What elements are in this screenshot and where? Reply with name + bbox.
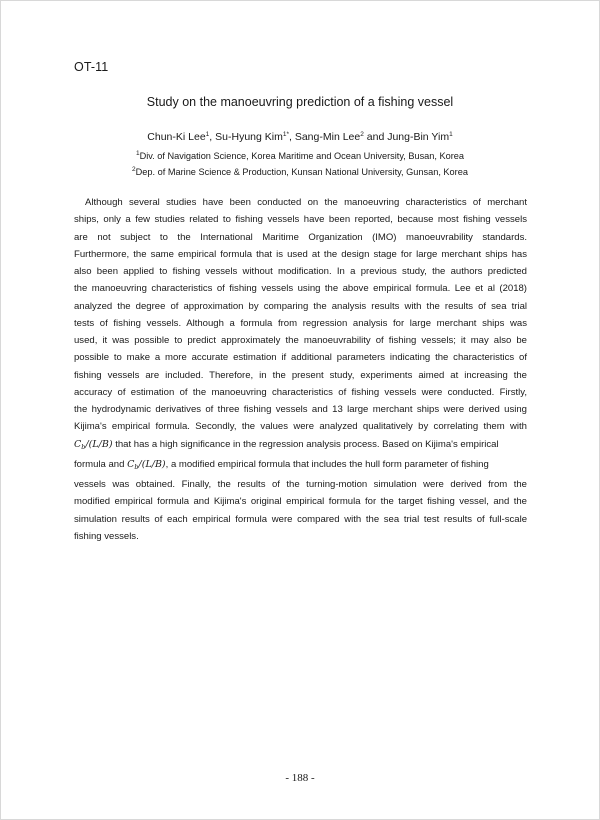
- author-name: Su-Hyung Kim: [215, 131, 283, 143]
- abstract-line: possible to make a more accurate estimation if additional parameters indicating the characteristics of: [74, 352, 527, 364]
- author-separator: ,: [289, 131, 295, 143]
- affiliation-2: [0, 166, 600, 177]
- author-list: [0, 131, 600, 143]
- abstract-line: fishing vessels are included. Therefore, in the present study, experiments aimed at increasing the: [74, 369, 527, 381]
- abstract-line: Kijima's empirical formula. Secondly, the values were analyzed qualitatively by correlating them with: [74, 421, 527, 433]
- affiliation-text: Dep. of Marine Science & Production, Kunsan National University, Gunsan, Korea: [135, 167, 468, 177]
- author-separator: ,: [209, 131, 216, 143]
- abstract-line: tests of fishing vessels. Although a formula from regression analysis for large merchant ships was: [74, 317, 527, 329]
- formula-rest: /(L/B): [138, 458, 166, 470]
- author-separator: and: [363, 131, 388, 143]
- author-superscript: 1*: [282, 131, 289, 138]
- author-superscript: 1: [205, 131, 210, 138]
- abstract-line-with-formula: [74, 456, 527, 476]
- author-name: Jung-Bin Yim: [387, 131, 450, 143]
- abstract-line-with-formula: [74, 436, 527, 456]
- abstract-line: vessels was obtained. Finally, the results of the turning-motion simulation were derived from the: [74, 479, 527, 490]
- formula-subscript: b: [134, 462, 139, 471]
- abstract-line: analyzed the degree of approximation by comparing the analysis results with the results of sea trial: [74, 300, 527, 312]
- abstract-line-text: , a modified empirical formula that includes the hull form parameter of fishing: [165, 458, 489, 470]
- affiliation-superscript: 2: [132, 166, 136, 173]
- author-name: Sang-Min Lee: [294, 131, 361, 143]
- abstract-line-text: that has a high significance in the regression analysis process. Based on Kijima's empirical: [112, 438, 499, 450]
- abstract-line: the hydrodynamic derivatives of three fishing vessels and 13 large merchant ships were derived using: [74, 404, 527, 415]
- abstract-body: [74, 194, 527, 545]
- abstract-line: simulation results of each empirical formula were compared with the sea trial test results of full-scale: [74, 513, 527, 525]
- formula-cb-over-lb: [74, 439, 113, 450]
- formula-symbol: C: [74, 438, 82, 450]
- abstract-line: accuracy of estimation of the manoeuvring characteristics of fishing vessels were conducted. Firstly,: [74, 386, 527, 398]
- paper-title: Study on the manoeuvring prediction of a fishing vessel: [146, 95, 454, 109]
- formula-cb-over-lb: [127, 459, 166, 470]
- abstract-line: modified empirical formula and Kijima's original empirical formula for the target fishing vessel, and the: [74, 496, 527, 508]
- page-number: - 188 -: [285, 772, 315, 784]
- author-name: Chun-Ki Lee: [147, 131, 206, 143]
- author-superscript: 2: [360, 131, 364, 138]
- abstract-line: Furthermore, the same empirical formula that is used at the design stage for large merchant ships has: [74, 248, 527, 260]
- abstract-line: Although several studies have been conducted on the manoeuvring characteristics of merchant: [85, 197, 527, 208]
- abstract-line: fishing vessels.: [74, 530, 139, 542]
- author-superscript: 1: [449, 131, 453, 138]
- abstract-line: are not subject to the International Maritime Organization (IMO) manoeuvrability standards.: [74, 231, 527, 243]
- abstract-line: also been applied to fishing vessels without modification. In a previous study, the authors predicted: [74, 266, 527, 277]
- session-code: OT-11: [74, 60, 109, 74]
- formula-rest: /(L/B): [85, 438, 113, 450]
- abstract-line: ships, only a few studies related to fishing vessels have been reported, because most fishing vessels: [74, 214, 527, 226]
- abstract-line-text: formula and: [74, 458, 128, 470]
- abstract-line: the manoeuvring characteristics of fishing vessels using the above empirical formula. Lee et al (2018): [74, 283, 527, 295]
- formula-subscript: b: [81, 442, 86, 451]
- formula-symbol: C: [127, 458, 135, 470]
- abstract-line: used, it was possible to predict approximately the manoeuvrability of fishing vessels; it may also be: [74, 335, 527, 346]
- affiliation-text: Div. of Navigation Science, Korea Maritime and Ocean University, Busan, Korea: [139, 151, 465, 161]
- affiliation-1: [0, 150, 600, 161]
- affiliation-superscript: 1: [135, 150, 140, 157]
